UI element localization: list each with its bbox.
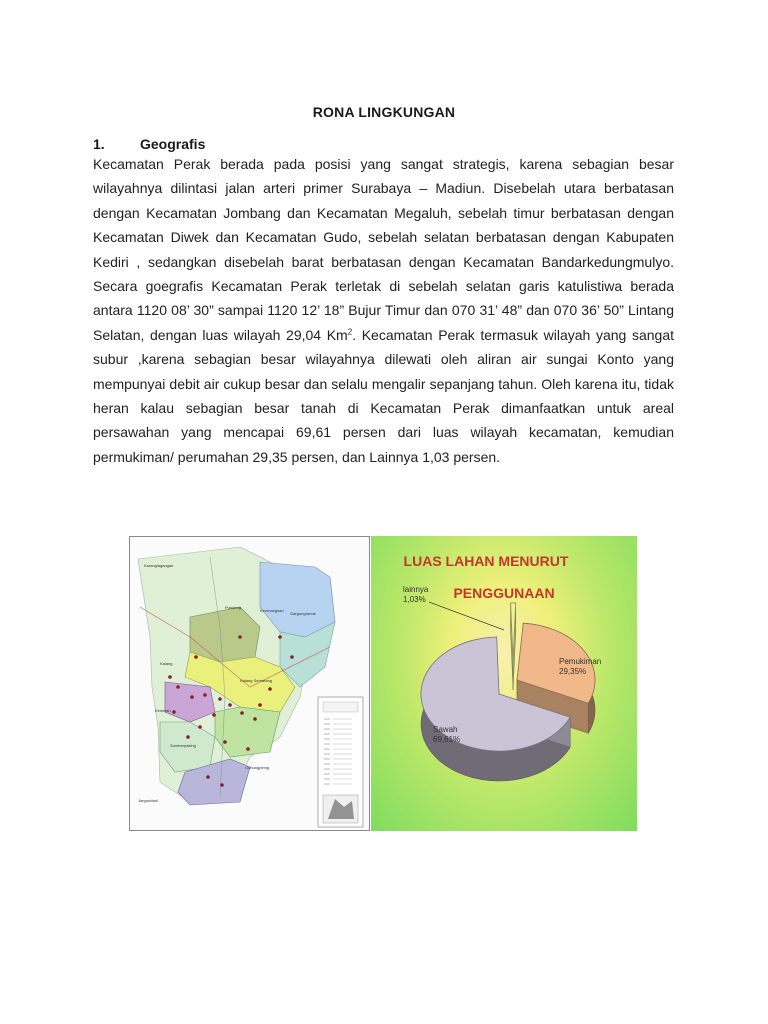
paragraph-part-1: Kecamatan Perak berada pada posisi yang sangat strategis, karena sebagian besar wilayahnya dilintasi jalan arteri primer Surabaya – Madiun. Disebelah utara berbatasan dengan Kecamatan Jombang dan Kecamatan Megaluh, sebelah timur berbatasan dengan Kecamatan Diwek dan Kecamatan Gudo, sebelah selatan berbatasan dengan Kabupaten Kediri , sedangkan disebelah barat berbatasan dengan Kecamatan Bandarkedungmulyo. Secara goegrafis Kecamatan Perak terletak di sebelah selatan garis katulistiwa berada antara 1120 08’ 30” sampai 1120 12’ 18” Bujur Timur dan 070 31’ 48” dan 070 36’ 50” Lintang Selatan, dengan luas wilayah 29,04 Km [93, 156, 674, 343]
map-place-label: Karanglagangan [144, 563, 174, 568]
map-marker [198, 725, 202, 729]
slice-label-lainnya: lainnya [403, 585, 429, 594]
document-title: RONA LINGKUNGAN [312, 104, 456, 120]
map-marker [168, 675, 172, 679]
paragraph-part-2: . Kecamatan Perak termasuk wilayah yang sangat subur ,karena sebagian besar wilayahnya dilewati oleh aliran air sungai Konto yang mempunyai debit air cukup besar dan selalu mengalir sepanjang tahun. Oleh karena itu, tidak heran kalau sebagian besar tanah di Kecamatan Perak dimanfaatkan untuk areal persawahan yang mencapai 69,61 persen dari luas wilayah kecamatan, kemudian permukiman/ perumahan 29,35 persen, dan Lainnya 1,03 persen. [93, 326, 674, 465]
map-place-label: Kembangsari [260, 608, 284, 613]
slice-value-pemukiman: 29,35% [559, 667, 587, 676]
map-marker [228, 703, 232, 707]
map-place-label: Gargongrande [290, 611, 316, 616]
pie-chart-panel [371, 536, 637, 831]
map-marker [268, 687, 272, 691]
map-marker [246, 747, 250, 751]
map-marker [206, 775, 210, 779]
superscript-2: 2 [347, 327, 353, 337]
map-marker [240, 711, 244, 715]
map-marker [290, 655, 294, 659]
map-marker [194, 655, 198, 659]
map-marker [258, 703, 262, 707]
map-marker [176, 685, 180, 689]
figure [129, 536, 637, 831]
map-place-label: Kalang Semarang [240, 678, 273, 683]
leader-line-lainnya [429, 602, 504, 630]
map-marker [218, 697, 222, 701]
map-marker [220, 783, 224, 787]
map-marker [238, 635, 242, 639]
body-paragraph [93, 152, 674, 469]
map-place-label: Kemisan [155, 708, 171, 713]
map-marker [223, 740, 227, 744]
section-title: Geografis [140, 136, 206, 152]
map-marker [203, 693, 207, 697]
slice-value-sawah: 69,61% [433, 735, 461, 744]
district-map [129, 536, 370, 831]
map-graphic [130, 537, 370, 831]
map-place-label: Jargondani [138, 798, 158, 803]
slice-label-sawah: Sawah [433, 725, 458, 734]
map-place-label: Gunungpiring [245, 765, 270, 770]
chart-title-line-2: PENGGUNAAN [453, 585, 555, 601]
map-marker [278, 635, 282, 639]
map-marker [172, 710, 176, 714]
slice-label-pemukiman: Pemukiman [559, 657, 602, 666]
chart-title-line-1: LUAS LAHAN MENURUT [403, 553, 569, 569]
slice-value-lainnya: 1,03% [403, 595, 426, 604]
section-number: 1. [93, 136, 105, 152]
map-marker [186, 735, 190, 739]
map-place-label: Kalang [160, 661, 173, 666]
map-place-label: Sumberpaking [170, 743, 196, 748]
map-place-label: Pundong [225, 605, 242, 610]
section-heading [93, 136, 205, 152]
map-marker [253, 717, 257, 721]
pie-chart [371, 536, 637, 831]
map-marker [190, 695, 194, 699]
map-marker [212, 713, 216, 717]
pie-slice-lainnya [511, 603, 516, 690]
